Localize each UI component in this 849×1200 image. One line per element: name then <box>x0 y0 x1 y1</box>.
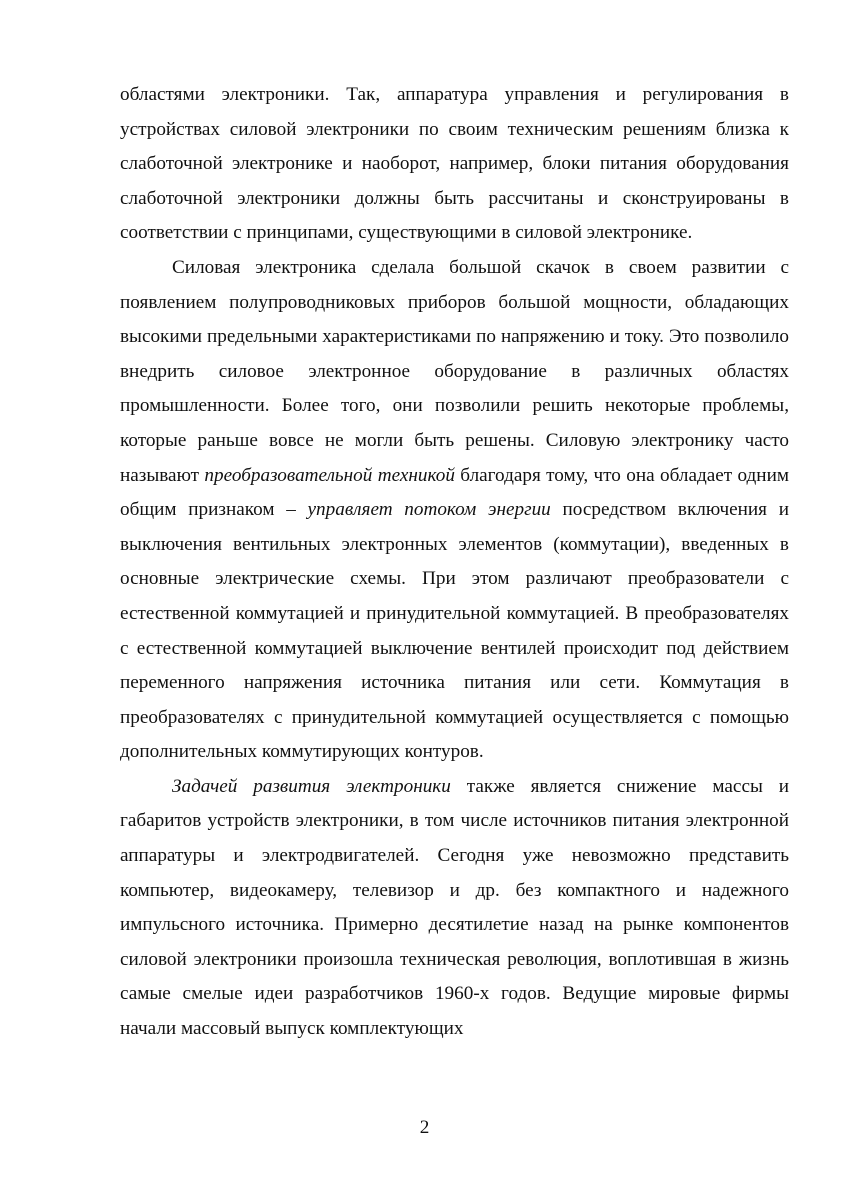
paragraph-2-text-1: Силовая электроника сделала большой скачок в своем развитии с появлением полупроводниковых приборов большой мощности, обладающих высокими предельными характеристиками по напряжению и току. Это позволило внедрить силовое электронное оборудование в различных областях промышленности. Более того, они позволили решить некоторые проблемы, которые раньше вовсе не могли быть решены. Силовую электронику часто называют <box>120 256 789 486</box>
paragraph-1-text: областями электроники. Так, аппаратура управления и регулирования в устройствах силовой электроники по своим техническим решениям близка к слаботочной электронике и наоборот, например, блоки питания оборудования слаботочной электроники должны быть рассчитаны и сконструированы в соответствии с принципами, существующими в силовой электронике. <box>120 84 789 244</box>
page-number: 2 <box>419 1117 430 1138</box>
document-body <box>120 78 789 1047</box>
paragraph-1 <box>120 78 789 251</box>
paragraph-2 <box>120 251 789 770</box>
paragraph-3-text-1: также является снижение массы и габаритов устройств электроники, в том числе источников питания электронной аппаратуры и электродвигателей. Сегодня уже невозможно представить компьютер, видеокамеру, телевизор и др. без компактного и надежного импульсного источника. Примерно десятилетие назад на рынке компонентов силовой электроники произошла техническая революция, воплотившая в жизнь самые смелые идеи разработчиков 1960-х годов. Ведущие мировые фирмы начали массовый выпуск комплектующих <box>120 775 789 1040</box>
paragraph-2-emphasis-2: управляет потоком энергии <box>307 499 551 521</box>
paragraph-2-emphasis-1: преобразовательной техникой <box>204 464 455 486</box>
paragraph-2-text-3: посредством включения и выключения вентильных электронных элементов (коммутации), введенных в основные электрические схемы. При этом различают преобразователи с естественной коммутацией и принудительной коммутацией. В преобразователях с естественной коммутацией выключение вентилей происходит под действием переменного напряжения источника питания или сети. Коммутация в преобразователях с принудительной коммутацией осуществляется с помощью дополнительных коммутирующих контуров. <box>120 499 789 763</box>
paragraph-3-emphasis-1: Задачей развития электроники <box>172 775 451 797</box>
paragraph-3 <box>120 770 789 1047</box>
paragraph-2-text-2: благодаря тому, что она обладает одним общим признаком – <box>120 464 789 521</box>
